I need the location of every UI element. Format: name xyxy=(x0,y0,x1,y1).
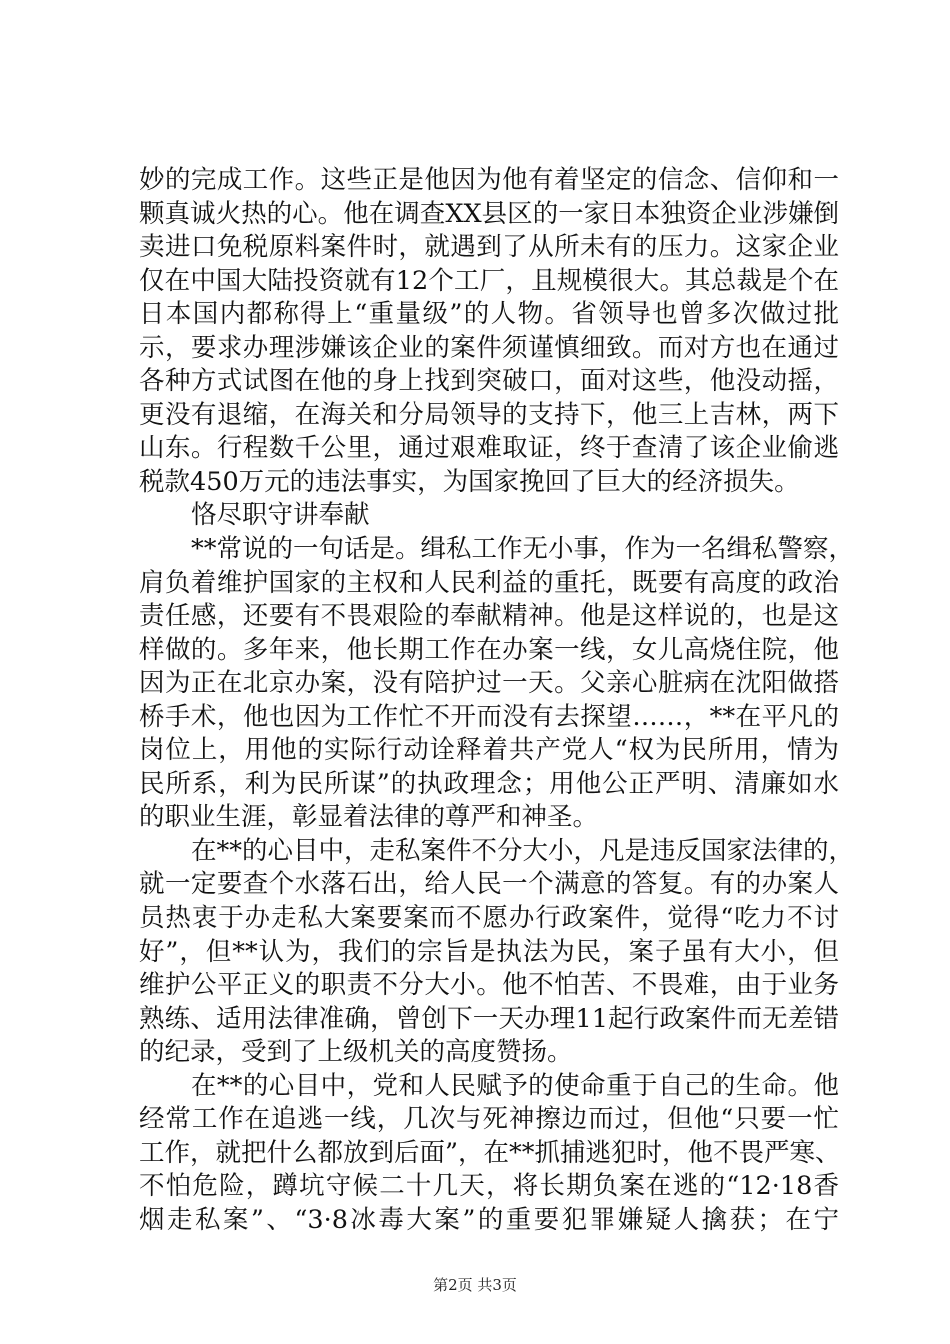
text-line: 员热衷于办走私大案要案而不愿办行政案件，觉得“吃力不讨 xyxy=(139,903,839,934)
text-line: 日本国内都称得上“重量级”的人物。省领导也曾多次做过批 xyxy=(139,299,839,330)
text-line: 因为正在北京办案，没有陪护过一天。父亲心脏病在沈阳做搭 xyxy=(139,668,839,699)
text-line: 各种方式试图在他的身上找到突破口，面对这些，他没动摇， xyxy=(139,366,839,397)
text-line: 更没有退缩，在海关和分局领导的支持下，他三上吉林，两下 xyxy=(139,399,839,430)
text-line: 责任感，还要有不畏艰险的奉献精神。他是这样说的，也是这 xyxy=(139,601,839,632)
text-line: 颗真诚火热的心。他在调查XX县区的一家日本独资企业涉嫌倒 xyxy=(139,198,839,229)
text-line: 妙的完成工作。这些正是他因为他有着坚定的信念、信仰和一 xyxy=(139,165,839,195)
text-line: 示，要求办理涉嫌该企业的案件须谨慎细致。而对方也在通过 xyxy=(139,332,839,363)
text-line: 桥手术，他也因为工作忙不开而没有去探望……，**在平凡的 xyxy=(139,701,839,732)
text-line: 在**的心目中，走私案件不分大小，凡是违反国家法律的， xyxy=(191,835,855,866)
text-line: 熟练、适用法律准确，曾创下一天办理11起行政案件而无差错 xyxy=(139,1003,839,1034)
text-line: 的职业生涯，彰显着法律的尊严和神圣。 xyxy=(139,802,599,833)
text-line: **常说的一句话是。缉私工作无小事，作为一名缉私警察， xyxy=(191,534,855,565)
text-line: 民所系，利为民所谋”的执政理念；用他公正严明、清廉如水 xyxy=(139,768,839,799)
text-line: 好”，但**认为，我们的宗旨是执法为民，案子虽有大小，但 xyxy=(139,936,839,967)
body-text xyxy=(139,164,855,1238)
text-line: 山东。行程数千公里，通过艰难取证，终于查清了该企业偷逃 xyxy=(139,433,839,464)
text-line: 税款450万元的违法事实，为国家挽回了巨大的经济损失。 xyxy=(139,466,800,497)
text-line: 不怕危险，蹲坑守候二十几天，将长期负案在逃的“12·18香 xyxy=(139,1171,839,1202)
text-line: 就一定要查个水落石出，给人民一个满意的答复。有的办案人 xyxy=(139,869,839,900)
text-line: 卖进口免税原料案件时，就遇到了从所未有的压力。这家企业 xyxy=(139,232,839,263)
text-line: 的纪录，受到了上级机关的高度赞扬。 xyxy=(139,1037,573,1068)
text-line: 岗位上，用他的实际行动诠释着共产党人“权为民所用，情为 xyxy=(139,735,839,766)
text-line: 恪尽职守讲奉献 xyxy=(191,500,370,531)
text-line: 肩负着维护国家的主权和人民利益的重托，既要有高度的政治 xyxy=(139,567,839,598)
text-line: 工作，就把什么都放到后面”，在**抓捕逃犯时，他不畏严寒、 xyxy=(139,1137,841,1168)
page-footer: 第2页 共3页 xyxy=(433,1276,517,1294)
text-line: 经常工作在追逃一线，几次与死神擦边而过，但他“只要一忙 xyxy=(139,1104,839,1135)
text-line: 烟走私案”、“3·8冰毒大案”的重要犯罪嫌疑人擒获；在宁 xyxy=(139,1204,839,1235)
text-line: 仅在中国大陆投资就有12个工厂，且规模很大。其总裁是个在 xyxy=(139,265,839,296)
text-line: 维护公平正义的职责不分大小。他不怕苦、不畏难，由于业务 xyxy=(139,970,839,1001)
text-line: 样做的。多年来，他长期工作在办案一线，女儿高烧住院，他 xyxy=(139,634,839,665)
text-line: 在**的心目中，党和人民赋予的使命重于自己的生命。他 xyxy=(191,1070,839,1101)
